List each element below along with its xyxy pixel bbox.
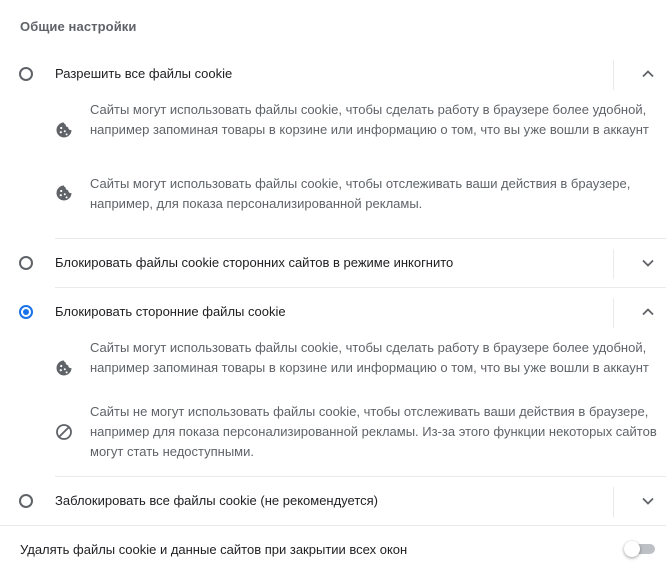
detail-text: Сайты могут использовать файлы cookie, чтобы сделать работу в браузере более удобной, например запоминая товары в корзине или информацию о том, что вы уже вошли в аккаунт xyxy=(90,102,649,137)
cookie-icon xyxy=(55,184,73,202)
chevron-up-icon[interactable] xyxy=(640,304,656,320)
option-label: Заблокировать все файлы cookie (не рекомендуется) xyxy=(55,493,379,508)
option-label: Блокировать сторонние файлы cookie xyxy=(55,304,286,319)
clear-on-exit-label: Удалять файлы cookie и данные сайтов при закрытии всех окон xyxy=(20,542,408,557)
radio-block-incognito[interactable] xyxy=(19,256,33,270)
clear-on-exit-toggle[interactable] xyxy=(624,541,656,557)
option-label: Разрешить все файлы cookie xyxy=(55,66,233,81)
section-title: Общие настройки xyxy=(20,19,137,34)
divider xyxy=(613,298,614,328)
cookie-icon xyxy=(55,121,73,139)
divider xyxy=(613,487,614,517)
cookie-icon xyxy=(55,359,73,377)
radio-block-all[interactable] xyxy=(19,494,33,508)
chevron-up-icon[interactable] xyxy=(640,66,656,82)
divider xyxy=(0,525,666,526)
chevron-down-icon[interactable] xyxy=(640,255,656,271)
chevron-down-icon[interactable] xyxy=(640,493,656,509)
option-block-all[interactable] xyxy=(0,477,666,525)
divider xyxy=(613,249,614,279)
detail-text: Сайты могут использовать файлы cookie, чтобы отслеживать ваши действия в браузере, например, для показа персонализированной рекламы. xyxy=(90,176,631,211)
option-block-third-party[interactable] xyxy=(0,288,666,336)
toggle-knob[interactable] xyxy=(624,541,640,557)
detail-text: Сайты могут использовать файлы cookie, чтобы сделать работу в браузере более удобной, например запоминая товары в корзине или информацию о том, что вы уже вошли в аккаунт xyxy=(90,340,649,375)
radio-allow-all[interactable] xyxy=(19,67,33,81)
block-icon xyxy=(55,423,73,441)
option-label: Блокировать файлы cookie сторонних сайтов в режиме инкогнито xyxy=(55,255,454,270)
option-allow-all[interactable] xyxy=(0,50,666,98)
radio-block-third-party[interactable] xyxy=(19,305,33,319)
detail-text: Сайты не могут использовать файлы cookie, чтобы отслеживать ваши действия в браузере, например для показа персонализированной рекламы. Из-за этого функции некоторых сайтов могут стать недоступными. xyxy=(90,404,657,459)
option-block-incognito[interactable] xyxy=(0,239,666,287)
divider xyxy=(613,60,614,90)
